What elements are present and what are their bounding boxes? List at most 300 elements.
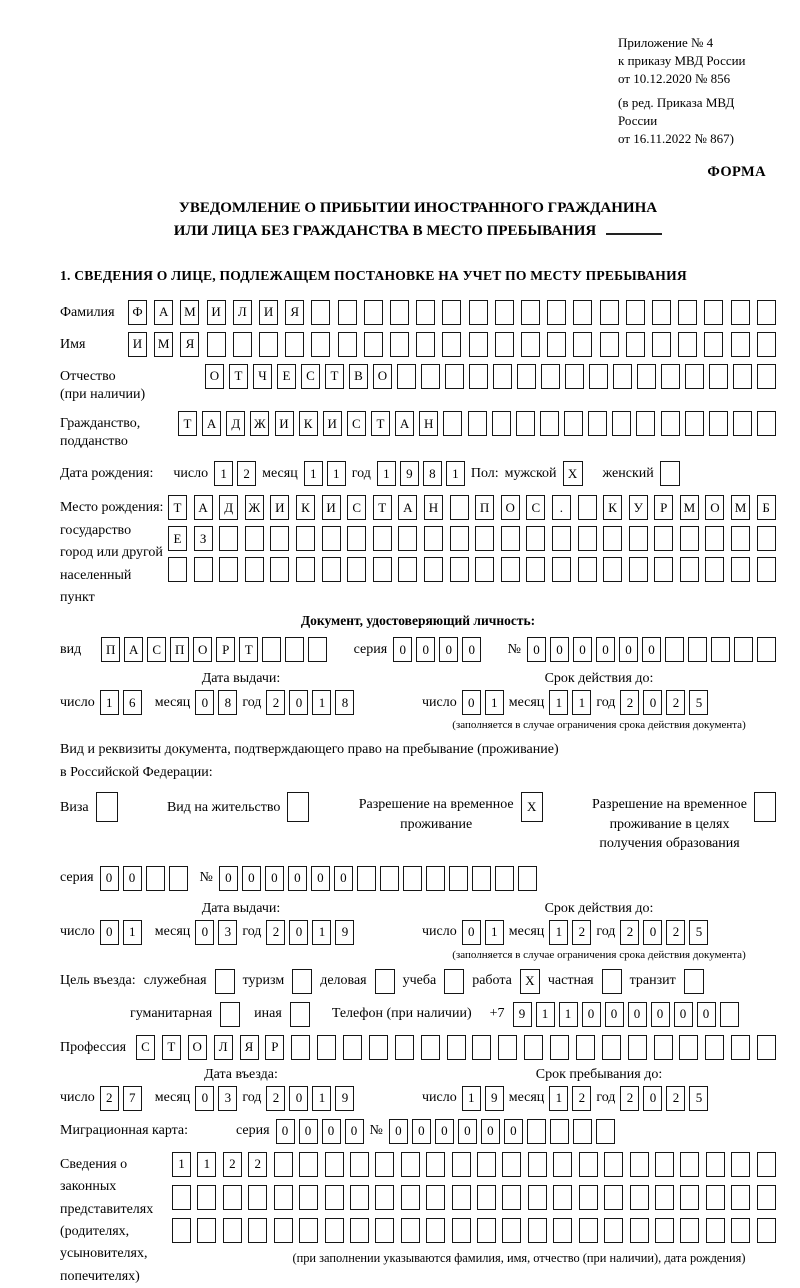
- char-cell[interactable]: [706, 1218, 725, 1243]
- char-cell[interactable]: [528, 1152, 547, 1177]
- char-cell[interactable]: [655, 1218, 674, 1243]
- char-cell[interactable]: [637, 364, 656, 389]
- char-cell[interactable]: [757, 364, 776, 389]
- char-cell[interactable]: 2: [266, 1086, 285, 1111]
- doc-kind-cells[interactable]: [101, 637, 327, 662]
- char-cell[interactable]: [706, 1152, 725, 1177]
- char-cell[interactable]: [172, 1218, 191, 1243]
- char-cell[interactable]: [308, 637, 327, 662]
- char-cell[interactable]: [426, 1218, 445, 1243]
- char-cell[interactable]: [652, 332, 671, 357]
- char-cell[interactable]: Я: [180, 332, 199, 357]
- char-cell[interactable]: [498, 1035, 517, 1060]
- char-cell[interactable]: Е: [168, 526, 187, 551]
- char-cell[interactable]: 1: [446, 461, 465, 486]
- char-cell[interactable]: 0: [573, 637, 592, 662]
- char-cell[interactable]: [547, 300, 566, 325]
- char-cell[interactable]: [274, 1185, 293, 1210]
- char-cell[interactable]: [311, 332, 330, 357]
- char-cell[interactable]: 1: [536, 1002, 555, 1027]
- char-cell[interactable]: 0: [642, 637, 661, 662]
- purpose-study-checkbox[interactable]: [444, 969, 464, 994]
- char-cell[interactable]: [322, 557, 341, 582]
- birth-place-row-3[interactable]: [168, 557, 776, 582]
- char-cell[interactable]: [655, 1185, 674, 1210]
- char-cell[interactable]: Я: [285, 300, 304, 325]
- char-cell[interactable]: [733, 411, 752, 436]
- char-cell[interactable]: 0: [643, 1086, 662, 1111]
- char-cell[interactable]: 1: [197, 1152, 216, 1177]
- char-cell[interactable]: [347, 526, 366, 551]
- char-cell[interactable]: [685, 411, 704, 436]
- char-cell[interactable]: 5: [689, 690, 708, 715]
- char-cell[interactable]: [426, 1152, 445, 1177]
- purpose-tourism-checkbox[interactable]: [292, 969, 312, 994]
- entry-month[interactable]: [195, 1086, 237, 1111]
- char-cell[interactable]: 0: [393, 637, 412, 662]
- char-cell[interactable]: [540, 411, 559, 436]
- char-cell[interactable]: [197, 1185, 216, 1210]
- char-cell[interactable]: [197, 1218, 216, 1243]
- char-cell[interactable]: [426, 866, 445, 891]
- char-cell[interactable]: [757, 526, 776, 551]
- char-cell[interactable]: 1: [304, 461, 323, 486]
- char-cell[interactable]: [516, 411, 535, 436]
- char-cell[interactable]: [685, 364, 704, 389]
- char-cell[interactable]: [757, 1218, 776, 1243]
- char-cell[interactable]: С: [347, 411, 366, 436]
- stay-year[interactable]: [620, 1086, 708, 1111]
- char-cell[interactable]: [578, 557, 597, 582]
- char-cell[interactable]: 0: [674, 1002, 693, 1027]
- char-cell[interactable]: 2: [666, 920, 685, 945]
- identity-valid-day[interactable]: [462, 690, 504, 715]
- char-cell[interactable]: 0: [458, 1119, 477, 1144]
- char-cell[interactable]: [495, 300, 514, 325]
- char-cell[interactable]: [573, 300, 592, 325]
- entry-day[interactable]: [100, 1086, 142, 1111]
- char-cell[interactable]: 9: [400, 461, 419, 486]
- char-cell[interactable]: 0: [462, 637, 481, 662]
- char-cell[interactable]: 0: [299, 1119, 318, 1144]
- identity-issue-year[interactable]: [266, 690, 354, 715]
- char-cell[interactable]: 0: [288, 866, 307, 891]
- char-cell[interactable]: 0: [322, 1119, 341, 1144]
- char-cell[interactable]: [233, 332, 252, 357]
- char-cell[interactable]: [168, 557, 187, 582]
- char-cell[interactable]: [317, 1035, 336, 1060]
- char-cell[interactable]: Т: [373, 495, 392, 520]
- char-cell[interactable]: 1: [123, 920, 142, 945]
- char-cell[interactable]: [596, 1119, 615, 1144]
- char-cell[interactable]: [493, 364, 512, 389]
- char-cell[interactable]: [731, 300, 750, 325]
- char-cell[interactable]: [357, 866, 376, 891]
- char-cell[interactable]: [299, 1185, 318, 1210]
- char-cell[interactable]: 0: [265, 866, 284, 891]
- char-cell[interactable]: [219, 526, 238, 551]
- char-cell[interactable]: [445, 364, 464, 389]
- char-cell[interactable]: [285, 332, 304, 357]
- char-cell[interactable]: О: [705, 495, 724, 520]
- sex-female-checkbox[interactable]: [660, 461, 680, 486]
- phone-cells[interactable]: [513, 1002, 739, 1027]
- char-cell[interactable]: [547, 332, 566, 357]
- char-cell[interactable]: И: [270, 495, 289, 520]
- char-cell[interactable]: 3: [218, 1086, 237, 1111]
- char-cell[interactable]: П: [101, 637, 120, 662]
- char-cell[interactable]: 2: [100, 1086, 119, 1111]
- residence-issue-year[interactable]: [266, 920, 354, 945]
- migration-series-cells[interactable]: [276, 1119, 364, 1144]
- char-cell[interactable]: Т: [325, 364, 344, 389]
- char-cell[interactable]: О: [501, 495, 520, 520]
- char-cell[interactable]: [350, 1185, 369, 1210]
- char-cell[interactable]: 2: [572, 920, 591, 945]
- char-cell[interactable]: [416, 332, 435, 357]
- char-cell[interactable]: 8: [423, 461, 442, 486]
- char-cell[interactable]: 0: [697, 1002, 716, 1027]
- birth-month-cells[interactable]: [304, 461, 346, 486]
- char-cell[interactable]: [731, 1035, 750, 1060]
- char-cell[interactable]: [654, 557, 673, 582]
- char-cell[interactable]: [495, 866, 514, 891]
- char-cell[interactable]: 2: [248, 1152, 267, 1177]
- char-cell[interactable]: П: [475, 495, 494, 520]
- char-cell[interactable]: [626, 332, 645, 357]
- char-cell[interactable]: 8: [218, 690, 237, 715]
- char-cell[interactable]: [395, 1035, 414, 1060]
- char-cell[interactable]: [731, 526, 750, 551]
- purpose-other-checkbox[interactable]: [290, 1002, 310, 1027]
- char-cell[interactable]: [652, 300, 671, 325]
- char-cell[interactable]: [421, 364, 440, 389]
- char-cell[interactable]: [322, 526, 341, 551]
- char-cell[interactable]: [390, 332, 409, 357]
- purpose-work-checkbox[interactable]: X: [520, 969, 540, 994]
- birth-place-row-1[interactable]: [168, 495, 776, 520]
- char-cell[interactable]: З: [194, 526, 213, 551]
- char-cell[interactable]: [613, 364, 632, 389]
- char-cell[interactable]: Ж: [245, 495, 264, 520]
- char-cell[interactable]: [501, 557, 520, 582]
- char-cell[interactable]: [364, 332, 383, 357]
- char-cell[interactable]: [223, 1218, 242, 1243]
- char-cell[interactable]: [397, 364, 416, 389]
- char-cell[interactable]: [146, 866, 165, 891]
- char-cell[interactable]: [274, 1218, 293, 1243]
- char-cell[interactable]: 1: [549, 690, 568, 715]
- char-cell[interactable]: Р: [654, 495, 673, 520]
- char-cell[interactable]: [380, 866, 399, 891]
- char-cell[interactable]: [757, 1185, 776, 1210]
- char-cell[interactable]: [731, 1152, 750, 1177]
- char-cell[interactable]: И: [207, 300, 226, 325]
- residence-valid-month[interactable]: [549, 920, 591, 945]
- char-cell[interactable]: [299, 1218, 318, 1243]
- char-cell[interactable]: [469, 332, 488, 357]
- char-cell[interactable]: [661, 364, 680, 389]
- char-cell[interactable]: М: [154, 332, 173, 357]
- char-cell[interactable]: [704, 300, 723, 325]
- char-cell[interactable]: [426, 1185, 445, 1210]
- char-cell[interactable]: [654, 1035, 673, 1060]
- char-cell[interactable]: 0: [481, 1119, 500, 1144]
- char-cell[interactable]: Н: [424, 495, 443, 520]
- doc-series-cells[interactable]: [393, 637, 481, 662]
- residence-number-cells[interactable]: [219, 866, 537, 891]
- char-cell[interactable]: 1: [377, 461, 396, 486]
- char-cell[interactable]: 2: [620, 920, 639, 945]
- char-cell[interactable]: [416, 300, 435, 325]
- char-cell[interactable]: 2: [572, 1086, 591, 1111]
- char-cell[interactable]: К: [299, 411, 318, 436]
- char-cell[interactable]: [731, 1218, 750, 1243]
- char-cell[interactable]: [709, 364, 728, 389]
- representatives-row-2[interactable]: [172, 1185, 776, 1210]
- char-cell[interactable]: 0: [605, 1002, 624, 1027]
- doc-number-cells[interactable]: [527, 637, 776, 662]
- char-cell[interactable]: [452, 1185, 471, 1210]
- char-cell[interactable]: [550, 1119, 569, 1144]
- char-cell[interactable]: [296, 557, 315, 582]
- char-cell[interactable]: [565, 364, 584, 389]
- char-cell[interactable]: [757, 557, 776, 582]
- char-cell[interactable]: [343, 1035, 362, 1060]
- char-cell[interactable]: [604, 1152, 623, 1177]
- char-cell[interactable]: Т: [239, 637, 258, 662]
- sex-male-checkbox[interactable]: X: [563, 461, 583, 486]
- char-cell[interactable]: 0: [334, 866, 353, 891]
- char-cell[interactable]: [679, 1035, 698, 1060]
- char-cell[interactable]: [477, 1185, 496, 1210]
- char-cell[interactable]: [720, 1002, 739, 1027]
- char-cell[interactable]: 0: [345, 1119, 364, 1144]
- char-cell[interactable]: И: [275, 411, 294, 436]
- char-cell[interactable]: [604, 1185, 623, 1210]
- char-cell[interactable]: С: [526, 495, 545, 520]
- representatives-row-3[interactable]: [172, 1218, 776, 1243]
- representatives-row-1[interactable]: [172, 1152, 776, 1177]
- char-cell[interactable]: [475, 557, 494, 582]
- char-cell[interactable]: [578, 495, 597, 520]
- char-cell[interactable]: [573, 332, 592, 357]
- char-cell[interactable]: [248, 1218, 267, 1243]
- char-cell[interactable]: [502, 1185, 521, 1210]
- char-cell[interactable]: 2: [666, 1086, 685, 1111]
- char-cell[interactable]: 1: [327, 461, 346, 486]
- char-cell[interactable]: 2: [620, 690, 639, 715]
- char-cell[interactable]: [401, 1218, 420, 1243]
- char-cell[interactable]: [600, 332, 619, 357]
- char-cell[interactable]: [528, 1185, 547, 1210]
- char-cell[interactable]: Т: [162, 1035, 181, 1060]
- identity-issue-day[interactable]: [100, 690, 142, 715]
- char-cell[interactable]: 2: [266, 920, 285, 945]
- char-cell[interactable]: 1: [549, 920, 568, 945]
- char-cell[interactable]: [468, 411, 487, 436]
- char-cell[interactable]: 0: [123, 866, 142, 891]
- char-cell[interactable]: [553, 1218, 572, 1243]
- residence-issue-day[interactable]: [100, 920, 142, 945]
- char-cell[interactable]: О: [205, 364, 224, 389]
- char-cell[interactable]: 0: [289, 1086, 308, 1111]
- char-cell[interactable]: 1: [172, 1152, 191, 1177]
- char-cell[interactable]: 0: [596, 637, 615, 662]
- char-cell[interactable]: 2: [223, 1152, 242, 1177]
- residence-series-cells[interactable]: [100, 866, 188, 891]
- char-cell[interactable]: 0: [439, 637, 458, 662]
- char-cell[interactable]: 0: [100, 866, 119, 891]
- char-cell[interactable]: 9: [485, 1086, 504, 1111]
- char-cell[interactable]: [169, 866, 188, 891]
- char-cell[interactable]: [375, 1218, 394, 1243]
- birth-place-row-2[interactable]: [168, 526, 776, 551]
- char-cell[interactable]: [364, 300, 383, 325]
- char-cell[interactable]: 9: [513, 1002, 532, 1027]
- char-cell[interactable]: 2: [620, 1086, 639, 1111]
- char-cell[interactable]: [711, 637, 730, 662]
- char-cell[interactable]: 1: [549, 1086, 568, 1111]
- char-cell[interactable]: [579, 1152, 598, 1177]
- char-cell[interactable]: .: [552, 495, 571, 520]
- char-cell[interactable]: [757, 411, 776, 436]
- char-cell[interactable]: [245, 526, 264, 551]
- char-cell[interactable]: 0: [289, 690, 308, 715]
- char-cell[interactable]: [424, 557, 443, 582]
- char-cell[interactable]: Д: [226, 411, 245, 436]
- char-cell[interactable]: 0: [619, 637, 638, 662]
- char-cell[interactable]: В: [349, 364, 368, 389]
- char-cell[interactable]: М: [731, 495, 750, 520]
- surname-cells[interactable]: [128, 300, 776, 325]
- char-cell[interactable]: 0: [462, 920, 481, 945]
- char-cell[interactable]: [550, 1035, 569, 1060]
- citizenship-cells[interactable]: [178, 411, 776, 436]
- char-cell[interactable]: [375, 1185, 394, 1210]
- char-cell[interactable]: 0: [276, 1119, 295, 1144]
- char-cell[interactable]: [636, 411, 655, 436]
- char-cell[interactable]: [757, 332, 776, 357]
- char-cell[interactable]: 0: [389, 1119, 408, 1144]
- char-cell[interactable]: [757, 637, 776, 662]
- char-cell[interactable]: [603, 526, 622, 551]
- char-cell[interactable]: [552, 557, 571, 582]
- char-cell[interactable]: Д: [219, 495, 238, 520]
- char-cell[interactable]: [578, 526, 597, 551]
- char-cell[interactable]: [472, 1035, 491, 1060]
- char-cell[interactable]: [245, 557, 264, 582]
- char-cell[interactable]: [403, 866, 422, 891]
- char-cell[interactable]: [552, 526, 571, 551]
- char-cell[interactable]: [452, 1152, 471, 1177]
- char-cell[interactable]: [325, 1152, 344, 1177]
- char-cell[interactable]: Ч: [253, 364, 272, 389]
- char-cell[interactable]: 0: [195, 1086, 214, 1111]
- char-cell[interactable]: [680, 1218, 699, 1243]
- char-cell[interactable]: А: [154, 300, 173, 325]
- entry-year[interactable]: [266, 1086, 354, 1111]
- char-cell[interactable]: [421, 1035, 440, 1060]
- char-cell[interactable]: 1: [312, 920, 331, 945]
- char-cell[interactable]: [680, 526, 699, 551]
- char-cell[interactable]: И: [323, 411, 342, 436]
- char-cell[interactable]: [680, 1152, 699, 1177]
- char-cell[interactable]: [449, 866, 468, 891]
- char-cell[interactable]: М: [680, 495, 699, 520]
- char-cell[interactable]: 5: [689, 920, 708, 945]
- birth-year-cells[interactable]: [377, 461, 465, 486]
- char-cell[interactable]: 8: [335, 690, 354, 715]
- char-cell[interactable]: [450, 495, 469, 520]
- char-cell[interactable]: [629, 557, 648, 582]
- char-cell[interactable]: [731, 557, 750, 582]
- char-cell[interactable]: Ф: [128, 300, 147, 325]
- purpose-transit-checkbox[interactable]: [684, 969, 704, 994]
- stay-month[interactable]: [549, 1086, 591, 1111]
- char-cell[interactable]: [477, 1218, 496, 1243]
- purpose-private-checkbox[interactable]: [602, 969, 622, 994]
- char-cell[interactable]: [285, 637, 304, 662]
- char-cell[interactable]: [369, 1035, 388, 1060]
- char-cell[interactable]: 5: [689, 1086, 708, 1111]
- char-cell[interactable]: [262, 637, 281, 662]
- char-cell[interactable]: 1: [100, 690, 119, 715]
- char-cell[interactable]: [680, 557, 699, 582]
- char-cell[interactable]: [603, 557, 622, 582]
- char-cell[interactable]: 2: [237, 461, 256, 486]
- char-cell[interactable]: [390, 300, 409, 325]
- char-cell[interactable]: 0: [643, 690, 662, 715]
- char-cell[interactable]: Р: [216, 637, 235, 662]
- char-cell[interactable]: А: [194, 495, 213, 520]
- migration-number-cells[interactable]: [389, 1119, 615, 1144]
- identity-valid-month[interactable]: [549, 690, 591, 715]
- char-cell[interactable]: [475, 526, 494, 551]
- char-cell[interactable]: [628, 1035, 647, 1060]
- residence-permit-checkbox[interactable]: [287, 792, 309, 822]
- char-cell[interactable]: 0: [219, 866, 238, 891]
- char-cell[interactable]: [527, 1119, 546, 1144]
- char-cell[interactable]: Т: [178, 411, 197, 436]
- char-cell[interactable]: [207, 332, 226, 357]
- char-cell[interactable]: Т: [229, 364, 248, 389]
- char-cell[interactable]: [654, 526, 673, 551]
- char-cell[interactable]: 1: [312, 690, 331, 715]
- char-cell[interactable]: [443, 411, 462, 436]
- char-cell[interactable]: [680, 1185, 699, 1210]
- char-cell[interactable]: [602, 1035, 621, 1060]
- char-cell[interactable]: 1: [485, 920, 504, 945]
- char-cell[interactable]: [705, 526, 724, 551]
- char-cell[interactable]: Н: [419, 411, 438, 436]
- char-cell[interactable]: Л: [214, 1035, 233, 1060]
- char-cell[interactable]: 0: [195, 920, 214, 945]
- char-cell[interactable]: 3: [218, 920, 237, 945]
- char-cell[interactable]: [477, 1152, 496, 1177]
- char-cell[interactable]: [709, 411, 728, 436]
- char-cell[interactable]: [526, 557, 545, 582]
- birth-day-cells[interactable]: [214, 461, 256, 486]
- char-cell[interactable]: [172, 1185, 191, 1210]
- char-cell[interactable]: [373, 557, 392, 582]
- char-cell[interactable]: С: [147, 637, 166, 662]
- char-cell[interactable]: 1: [572, 690, 591, 715]
- char-cell[interactable]: Т: [168, 495, 187, 520]
- char-cell[interactable]: А: [398, 495, 417, 520]
- char-cell[interactable]: С: [136, 1035, 155, 1060]
- char-cell[interactable]: Е: [277, 364, 296, 389]
